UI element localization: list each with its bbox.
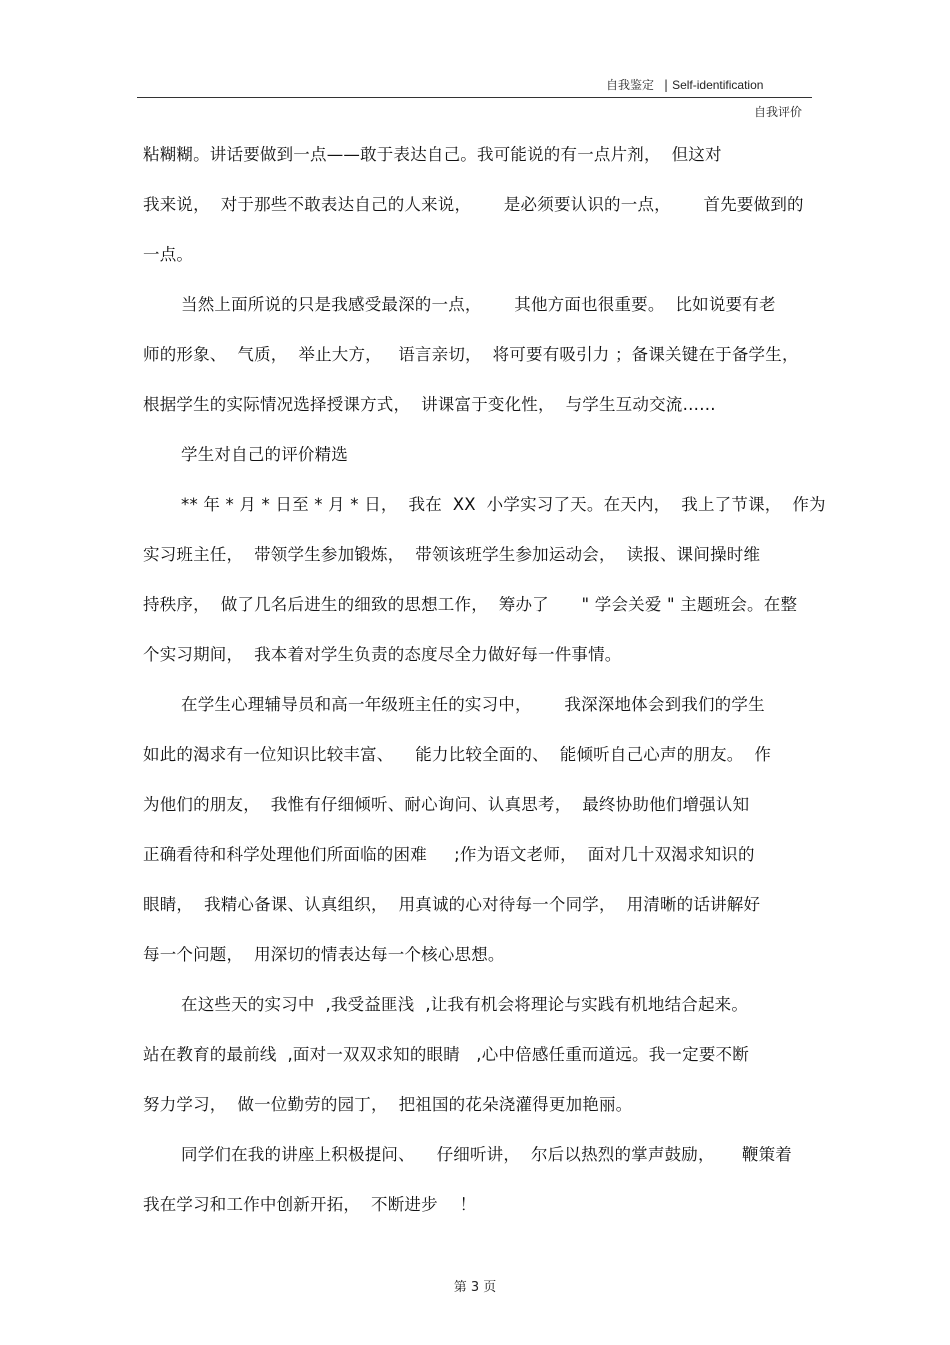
text-line: 持秩序， 做了几名后进生的细致的思想工作， 筹办了 " 学会关爱 " 主题班会。在整 xyxy=(143,595,798,614)
header-title-cn: 自我鉴定 xyxy=(606,78,655,92)
text-line: 每一个问题， 用深切的情表达每一个核心思想。 xyxy=(143,945,505,964)
page-number: 第 3 页 xyxy=(453,1280,497,1295)
text-line: 眼睛， 我精心备课、认真组织， 用真诚的心对待每一个同学， 用清晰的话讲解好 xyxy=(143,895,761,914)
text-line: 个实习期间， 我本着对学生负责的态度尽全力做好每一件事情。 xyxy=(143,645,622,664)
section-heading: 学生对自己的评价精选 xyxy=(181,445,348,464)
text-line: 站在教育的最前线 ,面对一双双求知的眼睛 ,心中倍感任重而道远。我一定要不断 xyxy=(143,1045,749,1064)
header-rule xyxy=(137,97,812,98)
text-line: 当然上面所说的只是我感受最深的一点， 其他方面也很重要。 比如说要有老 xyxy=(181,295,776,314)
text-line: 努力学习， 做一位勤劳的园丁， 把祖国的花朵浇灌得更加艳丽。 xyxy=(143,1095,633,1114)
header-separator: | xyxy=(664,78,669,92)
text-line: 我在学习和工作中创新开拓， 不断进步 ！ xyxy=(143,1195,477,1214)
text-line: 一点。 xyxy=(143,245,194,264)
header-subtitle: 自我评价 xyxy=(753,105,802,119)
text-line: 我来说， 对于那些不敢表达自己的人来说， 是必须要认识的一点， 首先要做到的 xyxy=(143,195,804,214)
running-header xyxy=(606,76,763,93)
text-line: 正确看待和科学处理他们所面临的困难 ;作为语文老师， 面对几十双渴求知识的 xyxy=(143,845,755,864)
text-line: 实习班主任， 带领学生参加锻炼， 带领该班学生参加运动会， 读报、课间操时维 xyxy=(143,545,761,564)
text-line: 为他们的朋友， 我惟有仔细倾听、耐心询问、认真思考， 最终协助他们增强认知 xyxy=(143,795,750,814)
text-line: 在学生心理辅导员和高一年级班主任的实习中， 我深深地体会到我们的学生 xyxy=(181,695,765,714)
text-line: 师的形象、 气质， 举止大方， 语言亲切， 将可要有吸引力 ；备课关键在于备学生， xyxy=(143,345,799,364)
text-line: 根据学生的实际情况选择授课方式， 讲课富于变化性， 与学生互动交流…… xyxy=(143,395,716,414)
text-line: 同学们在我的讲座上积极提问、 仔细听讲， 尔后以热烈的掌声鼓励， 鞭策着 xyxy=(181,1145,792,1164)
text-line: 如此的渴求有一位知识比较丰富、 能力比较全面的、 能倾听自己心声的朋友。 作 xyxy=(143,745,772,764)
text-line: 粘糊糊。讲话要做到一点——敢于表达自己。我可能说的有一点片剂， 但这对 xyxy=(143,145,722,164)
header-title-en: Self-identification xyxy=(672,78,764,92)
text-line: ** 年 * 月 * 日至 * 月 * 日， 我在 XX 小学实习了天。在天内， 我上了节课， 作为 xyxy=(181,495,826,514)
text-line: 在这些天的实习中 ,我受益匪浅 ,让我有机会将理论与实践有机地结合起来。 xyxy=(181,995,749,1014)
